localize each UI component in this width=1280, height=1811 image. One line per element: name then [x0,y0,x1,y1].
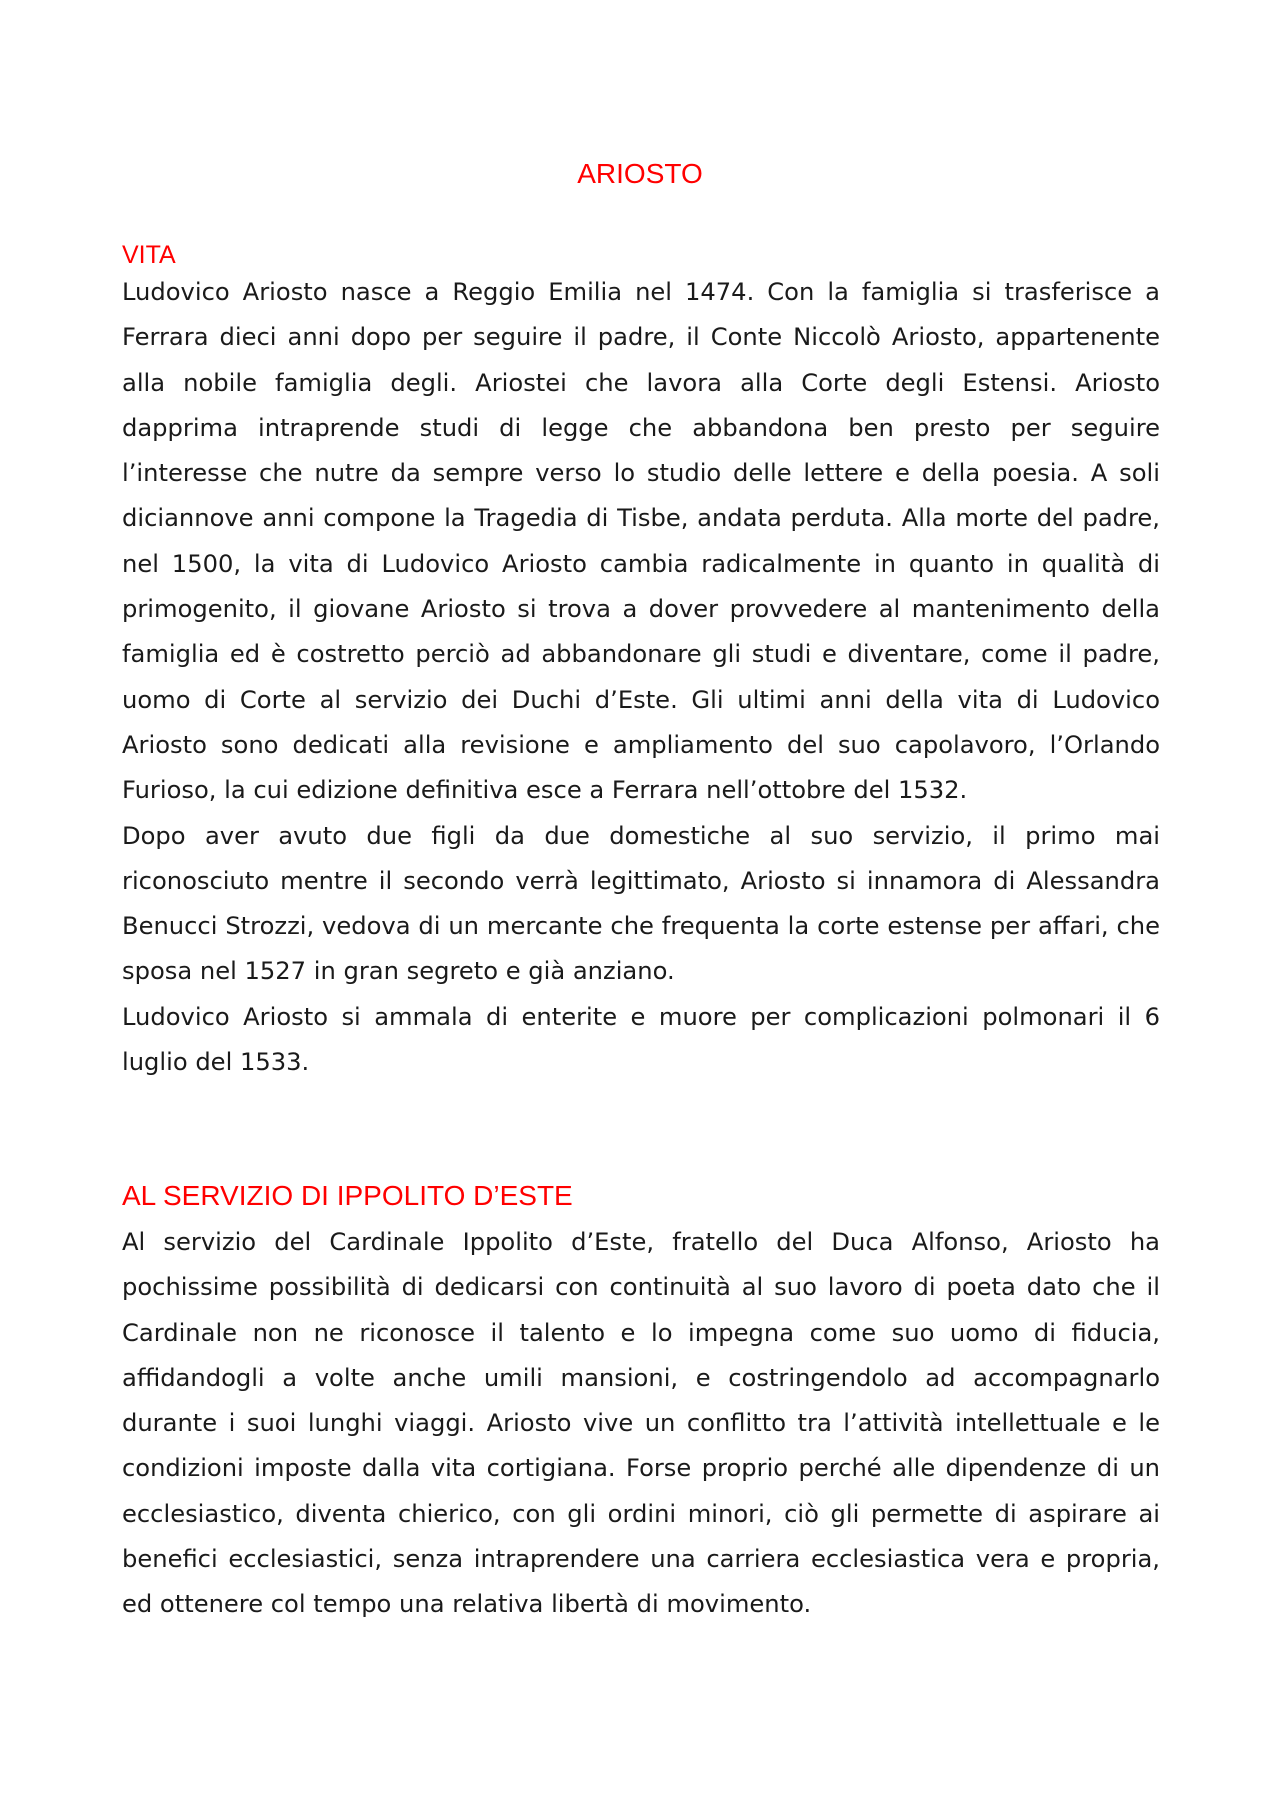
section-ippolito [122,1178,1160,1628]
paragraph: Al servizio del Cardinale Ippolito d’Este, fratello del Duca Alfonso, Ariosto ha pochissime possibilità di dedicarsi con continuità al suo lavoro di poeta dato che il Cardinale non ne riconosce il talento e lo impegna come suo uomo di fiducia, affidandogli a volte anche umili mansioni, e costringendolo ad accompagnarlo durante i suoi lunghi viaggi. Ariosto vive un conflitto tra l’attività intellettuale e le condizioni imposte dalla vita cortigiana. Forse proprio perché alle dipendenze di un ecclesiastico, diventa chierico, con gli ordini minori, ciò gli permette di aspirare ai benefici ecclesiastici, senza intraprendere una carriera ecclesiastica vera e propria, ed ottenere col tempo una relativa libertà di movimento. [122,1228,1160,1619]
section-heading-ippolito: AL SERVIZIO DI IPPOLITO D’ESTE [122,1180,573,1211]
paragraph: Dopo aver avuto due figli da due domestiche al suo servizio, il primo mai riconosciuto mentre il secondo verrà legittimato, Ariosto si innamora di Alessandra Benucci Strozzi, vedova di un mercante che frequenta la corte estense per affari, che sposa nel 1527 in gran segreto e già anziano. [122,821,1160,986]
paragraph: Ludovico Ariosto nasce a Reggio Emilia nel 1474. Con la famiglia si trasferisce a Ferrara dieci anni dopo per seguire il padre, il Conte Niccolò Ariosto, appartenente alla nobile famiglia degli. Ariostei che lavora alla Corte degli Estensi. Ariosto dapprima intraprende studi di legge che abbandona ben presto per seguire l’interesse che nutre da sempre verso lo studio delle lettere e della poesia. A soli diciannove anni compone la Tragedia di Tisbe, andata perduta. Alla morte del padre, nel 1500, la vita di Ludovico Ariosto cambia radicalmente in quanto in qualità di primogenito, il giovane Ariosto si trova a dover provvedere al mantenimento della famiglia ed è costretto perciò ad abbandonare gli studi e diventare, come il padre, uomo di Corte al servizio dei Duchi d’Este. Gli ultimi anni della vita di Ludovico Ariosto sono dedicati alla revisione e ampliamento del suo capolavoro, l’Orlando Furioso, la cui edizione definitiva esce a Ferrara nell’ottobre del 1532. [122,278,1160,805]
document-title: ARIOSTO [577,158,703,189]
section-body-ippolito [122,1220,1160,1628]
section-heading-vita: VITA [122,241,176,269]
section-body-vita [122,270,1160,1085]
section-vita [122,240,1160,1085]
paragraph: Ludovico Ariosto si ammala di enterite e muore per complicazioni polmonari il 6 luglio del 1533. [122,1002,1160,1077]
